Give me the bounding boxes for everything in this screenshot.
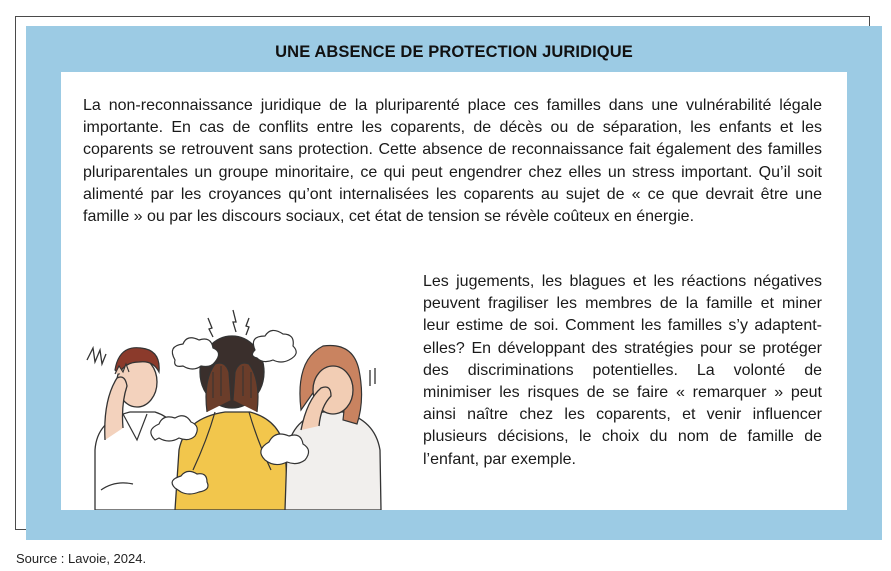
paragraph-judgments: Les jugements, les blagues et les réactions négatives peuvent fragiliser les membres de la famille et miner leur estime de soi. Comment les familles s’y adaptent-elles? En développant des stratégies pour se protéger des discriminations potentielles. La volonté de minimiser les risques de se faire « remarquer » peut ainsi naître chez les coparents, et venir influencer plusieurs décisions, le choix du nom de famille de l’enfant, par exemple. bbox=[423, 273, 822, 468]
scribble-icon bbox=[87, 348, 106, 364]
source-note: Source : Lavoie, 2024. bbox=[16, 551, 147, 566]
section-title: UNE ABSENCE DE PROTECTION JURIDIQUE bbox=[275, 43, 633, 61]
stressed-people-illustration bbox=[75, 300, 395, 510]
woman-right-figure bbox=[285, 346, 381, 511]
paragraph-legal-vulnerability: La non-reconnaissance juridique de la pluriparenté place ces familles dans une vulnérabilité légale importante. En cas de conflits entre les coparents, de décès ou de séparation, les enfants et les coparents se retrouvent sans protection. Cette absence de reconnaissance fait également des familles pluriparentales un groupe minoritaire, ce qui peut engendrer chez elles un stress important. Qu’il soit alimenté par les croyances qu’ont internalisées les coparents au sujet de « ce que devrait être une famille » ou par les discours sociaux, cet état de tension se révèle coûteux en énergie. bbox=[83, 97, 822, 226]
